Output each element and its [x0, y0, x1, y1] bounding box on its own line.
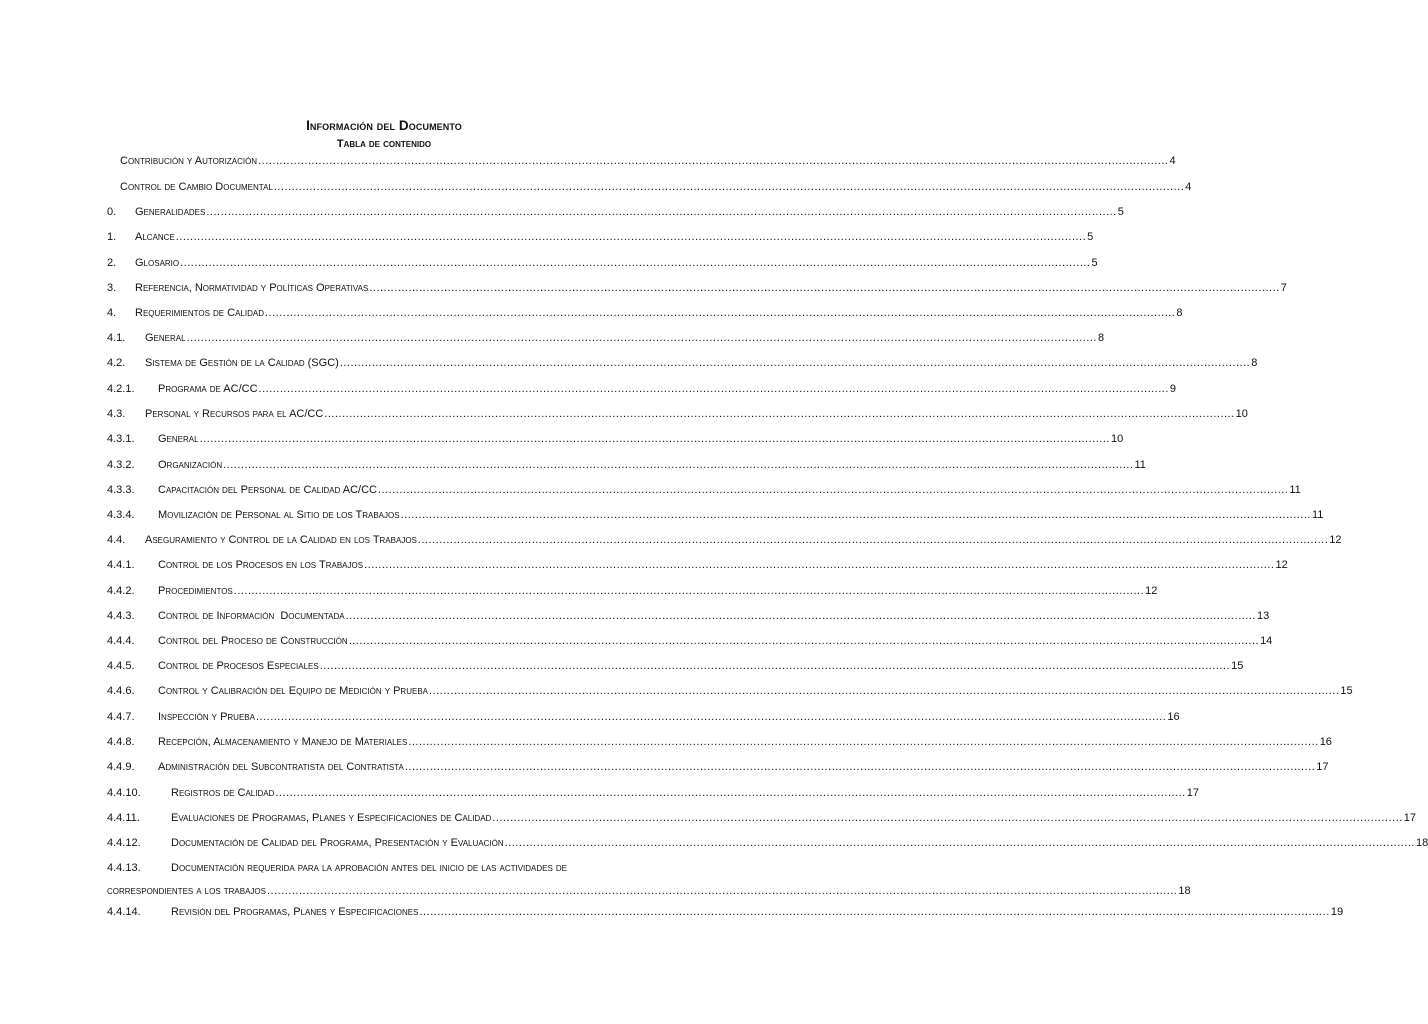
toc-leader	[349, 634, 1259, 648]
toc-entry-page: 15	[1340, 685, 1353, 697]
toc-entry-page: 9	[1169, 383, 1177, 395]
toc-entry-page: 10	[1110, 433, 1124, 445]
toc-leader	[206, 205, 1116, 219]
toc-leader	[324, 407, 1234, 421]
toc-leader	[364, 558, 1274, 572]
toc-entry-page: 18	[1178, 885, 1191, 897]
toc-entry-page: 12	[1275, 559, 1288, 571]
toc-entry[interactable]	[107, 483, 1301, 497]
toc-entry-number: 4.4.12.	[107, 837, 141, 849]
toc-entry[interactable]	[107, 905, 1344, 919]
toc-entry-number: 1.	[107, 231, 117, 243]
toc-entry-label: Programa de AC/CC	[158, 383, 258, 395]
toc-leader	[180, 256, 1090, 270]
toc-entry[interactable]	[107, 684, 1353, 698]
toc-leader	[275, 786, 1185, 800]
toc-entry[interactable]	[107, 356, 1258, 370]
toc-entry-number: 4.4.4.	[107, 635, 135, 647]
toc-entry[interactable]	[107, 861, 1191, 898]
toc-entry-page: 16	[1167, 711, 1180, 723]
toc-leader	[200, 432, 1110, 446]
toc-entry[interactable]	[107, 558, 1288, 572]
toc-leader	[259, 382, 1169, 396]
toc-entry-page: 8	[1097, 332, 1105, 344]
toc-entry-page: 5	[1091, 257, 1098, 269]
toc-leader	[256, 710, 1166, 724]
toc-entry-number: 4.3.1.	[107, 433, 135, 445]
toc-title: Tabla de contenido	[336, 138, 432, 150]
toc-entry-number: 4.3.4.	[107, 509, 135, 521]
toc-entry[interactable]	[107, 281, 1287, 295]
toc-entry-label: Referencia, Normatividad y Políticas Operativas	[135, 282, 369, 294]
toc-leader	[265, 306, 1175, 320]
toc-entry[interactable]	[107, 230, 1094, 244]
toc-entry-label: Registros de Calidad	[171, 787, 275, 799]
toc-entry-number: 3.	[107, 282, 117, 294]
toc-entry-page: 14	[1260, 635, 1273, 647]
toc-entry-label: Inspección y Prueba	[158, 711, 255, 723]
toc-entry-number: 4.4.13.	[107, 862, 141, 874]
toc-leader	[274, 180, 1184, 194]
toc-entry-label: Glosario	[135, 257, 180, 269]
toc-entry-number: 4.4.7.	[107, 711, 135, 723]
toc-entry-page: 8	[1176, 307, 1183, 319]
toc-entry-label: Control y Calibración del Equipo de Medición y Prueba	[158, 685, 428, 697]
toc-entry[interactable]	[120, 154, 1176, 168]
toc-leader	[492, 811, 1402, 825]
toc-entry-page: 13	[1256, 610, 1270, 622]
toc-entry[interactable]	[107, 508, 1324, 522]
toc-entry-label: Capacitación del Personal de Calidad AC/CC	[158, 484, 377, 496]
toc-entry-label: Movilización de Personal al Sitio de los Trabajos	[158, 509, 400, 521]
toc-entry-page: 11	[1134, 459, 1146, 471]
toc-entry-number: 4.4.2.	[107, 585, 135, 597]
toc-entry[interactable]	[107, 735, 1332, 749]
toc-entry-number: 4.3.2.	[107, 459, 135, 471]
toc-entry-page: 18	[1415, 837, 1428, 849]
toc-entry-page: 11	[1289, 484, 1301, 496]
toc-leader	[223, 458, 1133, 472]
toc-entry-page: 4	[1185, 181, 1192, 193]
toc-entry-number: 4.1.	[107, 332, 126, 344]
toc-entry-page: 19	[1330, 906, 1344, 918]
toc-entry-page: 11	[1311, 509, 1324, 521]
toc-entry[interactable]	[107, 584, 1158, 598]
toc-entry-page: 7	[1280, 282, 1287, 294]
toc-entry-label: Revisión del Programas, Planes y Especificaciones	[171, 906, 419, 918]
toc-leader	[340, 356, 1250, 370]
toc-entry-label: Control del Proceso de Construcción	[158, 635, 348, 647]
toc-entry-page: 16	[1319, 736, 1332, 748]
toc-entry[interactable]	[107, 634, 1273, 648]
toc-entry-number: 4.4.5.	[107, 660, 135, 672]
toc-entry-number: 4.4.3.	[107, 610, 135, 622]
toc-entry-label: Requerimientos de Calidad	[135, 307, 264, 319]
toc-entry[interactable]	[107, 205, 1124, 219]
toc-entry-label: Documentación requerida para la aprobación antes del inicio de las actividades de	[171, 862, 567, 874]
toc-entry-label: Control de Cambio Documental	[120, 181, 273, 193]
toc-entry-label: Control de los Procesos en los Trabajos	[158, 559, 364, 571]
toc-entry-page: 10	[1235, 408, 1248, 420]
toc-entry-label: Personal y Recursos para el AC/CC	[145, 408, 324, 420]
toc-entry[interactable]	[107, 760, 1329, 774]
toc-entry-label: Recepción, Almacenamiento y Manejo de Materiales	[158, 736, 408, 748]
toc-entry[interactable]	[107, 407, 1248, 421]
toc-entry[interactable]	[107, 458, 1146, 472]
toc-entry-number: 4.2.1.	[107, 383, 135, 395]
toc-entry-number: 4.4.1.	[107, 559, 135, 571]
toc-leader	[369, 281, 1279, 295]
toc-entry-number: 2.	[107, 257, 117, 269]
toc-leader	[378, 483, 1288, 497]
toc-entry-number: 4.3.	[107, 408, 126, 420]
toc-entry-label: General	[158, 433, 199, 445]
toc-leader	[505, 836, 1415, 850]
toc-leader	[320, 659, 1230, 673]
toc-entry[interactable]	[107, 609, 1270, 623]
toc-leader	[405, 760, 1315, 774]
toc-entry[interactable]	[120, 180, 1192, 194]
toc-entry-label: Control de Información Documentada	[158, 610, 345, 622]
toc-entry-label: Procedimientos	[158, 585, 233, 597]
toc-leader	[258, 154, 1168, 168]
toc-leader	[419, 905, 1329, 919]
toc-entry[interactable]	[107, 786, 1199, 800]
toc-leader	[346, 609, 1256, 623]
toc-entry-page: 8	[1251, 357, 1258, 369]
toc-entry-page: 17	[1316, 761, 1329, 773]
toc-entry[interactable]	[107, 836, 1428, 850]
toc-entry-label: Sistema de Gestión de la Calidad (SGC)	[145, 357, 339, 369]
toc-entry-page: 12	[1145, 585, 1158, 597]
toc-leader	[267, 884, 1177, 898]
toc-entry-label: General	[145, 332, 186, 344]
toc-entry-number: 4.4.11.	[107, 812, 140, 824]
toc-entry-label: Evaluaciones de Programas, Planes y Especificaciones de Calidad	[171, 812, 492, 824]
toc-entry[interactable]	[107, 256, 1098, 270]
toc-entry-label: Control de Procesos Especiales	[158, 660, 319, 672]
toc-entry-label: Aseguramiento y Control de la Calidad en los Trabajos	[145, 534, 417, 546]
toc-entry[interactable]	[107, 533, 1342, 547]
toc-leader	[187, 331, 1097, 345]
toc-entry[interactable]	[107, 659, 1244, 673]
toc-entry-page: 17	[1186, 787, 1199, 799]
toc-entry-page: 17	[1403, 812, 1416, 824]
toc-entry-number: 4.	[107, 307, 117, 319]
document-title: Información del Documento	[306, 118, 462, 133]
toc-entry-number: 4.4.	[107, 534, 126, 546]
toc-leader	[429, 684, 1339, 698]
toc-entry-label: Alcance	[135, 231, 175, 243]
toc-entry[interactable]	[107, 811, 1416, 825]
toc-entry-label: Documentación de Calidad del Programa, Presentación y Evaluación	[171, 837, 504, 849]
toc-entry-page: 4	[1169, 155, 1176, 167]
toc-entry-label: Generalidades	[135, 206, 206, 218]
toc-entry-label: Organización	[158, 459, 223, 471]
toc-entry-label: Administración del Subcontratista del Contratista	[158, 761, 404, 773]
toc-entry[interactable]	[107, 331, 1105, 345]
toc-leader	[418, 533, 1328, 547]
toc-entry-number: 4.4.9.	[107, 761, 135, 773]
toc-entry-label-continued: correspondientes a los trabajos	[107, 885, 266, 897]
toc-entry-page: 12	[1329, 534, 1342, 546]
toc-entry[interactable]	[107, 382, 1177, 396]
toc-entry-page: 15	[1231, 660, 1244, 672]
toc-leader	[408, 735, 1318, 749]
toc-entry-label: Contribución y Autorización	[120, 155, 258, 167]
toc-entry-number: 4.4.6.	[107, 685, 135, 697]
toc-entry-page: 5	[1087, 231, 1094, 243]
toc-entry[interactable]	[107, 306, 1183, 320]
toc-entry-number: 4.4.10.	[107, 787, 141, 799]
toc-leader	[176, 230, 1086, 244]
toc-entry[interactable]	[107, 710, 1180, 724]
toc-leader	[234, 584, 1144, 598]
toc-entry-number: 4.4.14.	[107, 906, 141, 918]
toc-entry[interactable]	[107, 432, 1124, 446]
toc-entry-number: 4.4.8.	[107, 736, 135, 748]
toc-entry-number: 4.3.3.	[107, 484, 135, 496]
toc-leader	[401, 508, 1311, 522]
toc-entry-page: 5	[1117, 206, 1124, 218]
toc-entry-number: 0.	[107, 206, 117, 218]
toc-entry-number: 4.2.	[107, 357, 126, 369]
